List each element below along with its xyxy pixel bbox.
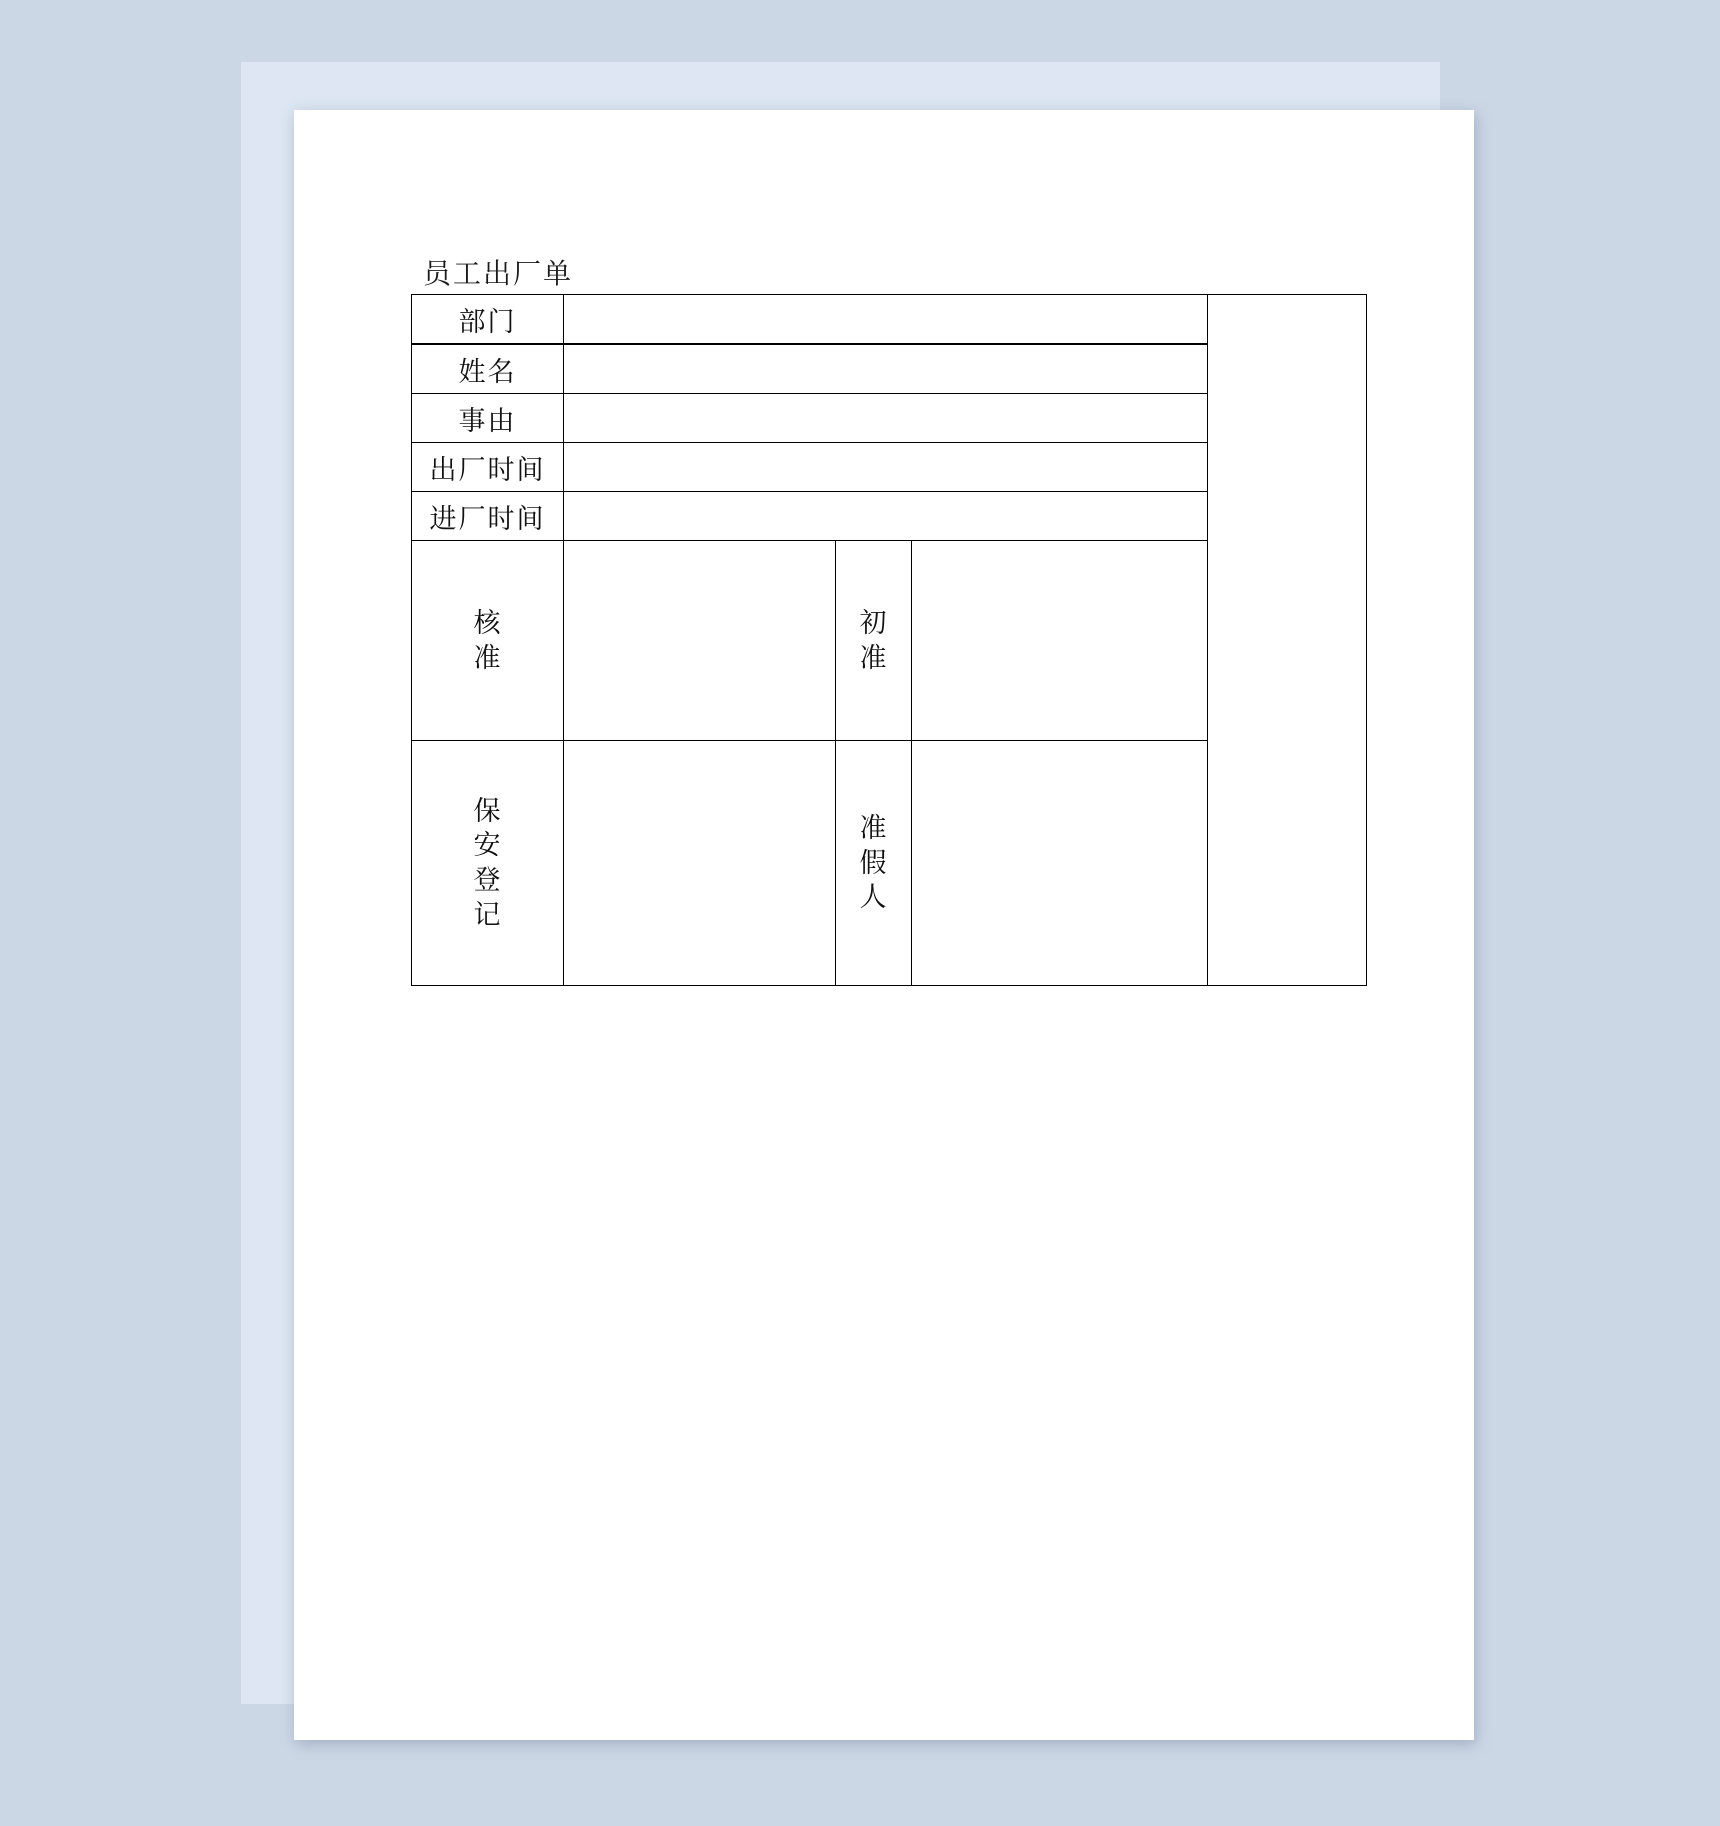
field-entry-time[interactable] bbox=[564, 492, 1208, 541]
field-approval[interactable] bbox=[564, 541, 836, 741]
label-approval-char-1: 核 bbox=[473, 607, 502, 638]
label-leave-approver-char-3: 人 bbox=[859, 882, 888, 913]
page-title: 员工出厂单 bbox=[423, 259, 574, 290]
label-leave-approver-char-2: 假 bbox=[859, 847, 888, 878]
label-entry-time: 进厂时间 bbox=[412, 492, 564, 541]
label-leave-approver-char-1: 准 bbox=[859, 813, 888, 844]
label-preliminary-approval bbox=[836, 541, 912, 741]
label-security-register bbox=[412, 741, 564, 986]
label-security-register-char-1: 保 bbox=[473, 795, 502, 826]
field-exit-time[interactable] bbox=[564, 443, 1208, 492]
label-department: 部门 bbox=[412, 295, 564, 344]
label-security-register-char-3: 登 bbox=[473, 865, 502, 895]
field-reason[interactable] bbox=[564, 394, 1208, 443]
paper-sheet-front bbox=[294, 110, 1474, 1740]
label-approval-char-2: 准 bbox=[473, 642, 502, 673]
label-approval bbox=[412, 541, 564, 741]
field-department[interactable] bbox=[564, 295, 1208, 344]
field-preliminary-approval[interactable] bbox=[912, 541, 1208, 741]
field-security-register[interactable] bbox=[564, 741, 836, 986]
field-name[interactable] bbox=[564, 345, 1208, 394]
label-preliminary-approval-char-1: 初 bbox=[859, 607, 888, 638]
label-leave-approver bbox=[836, 741, 912, 986]
label-security-register-char-2: 安 bbox=[473, 830, 502, 861]
label-name: 姓名 bbox=[412, 345, 564, 394]
field-leave-approver[interactable] bbox=[912, 741, 1208, 986]
form-container bbox=[411, 294, 1366, 986]
field-side-column[interactable] bbox=[1208, 295, 1367, 986]
label-security-register-char-4: 记 bbox=[473, 899, 502, 930]
employee-exit-form-table bbox=[411, 294, 1367, 986]
label-exit-time: 出厂时间 bbox=[412, 443, 564, 492]
label-preliminary-approval-char-2: 准 bbox=[859, 642, 888, 673]
label-reason: 事由 bbox=[412, 394, 564, 443]
table-row bbox=[412, 295, 1367, 344]
